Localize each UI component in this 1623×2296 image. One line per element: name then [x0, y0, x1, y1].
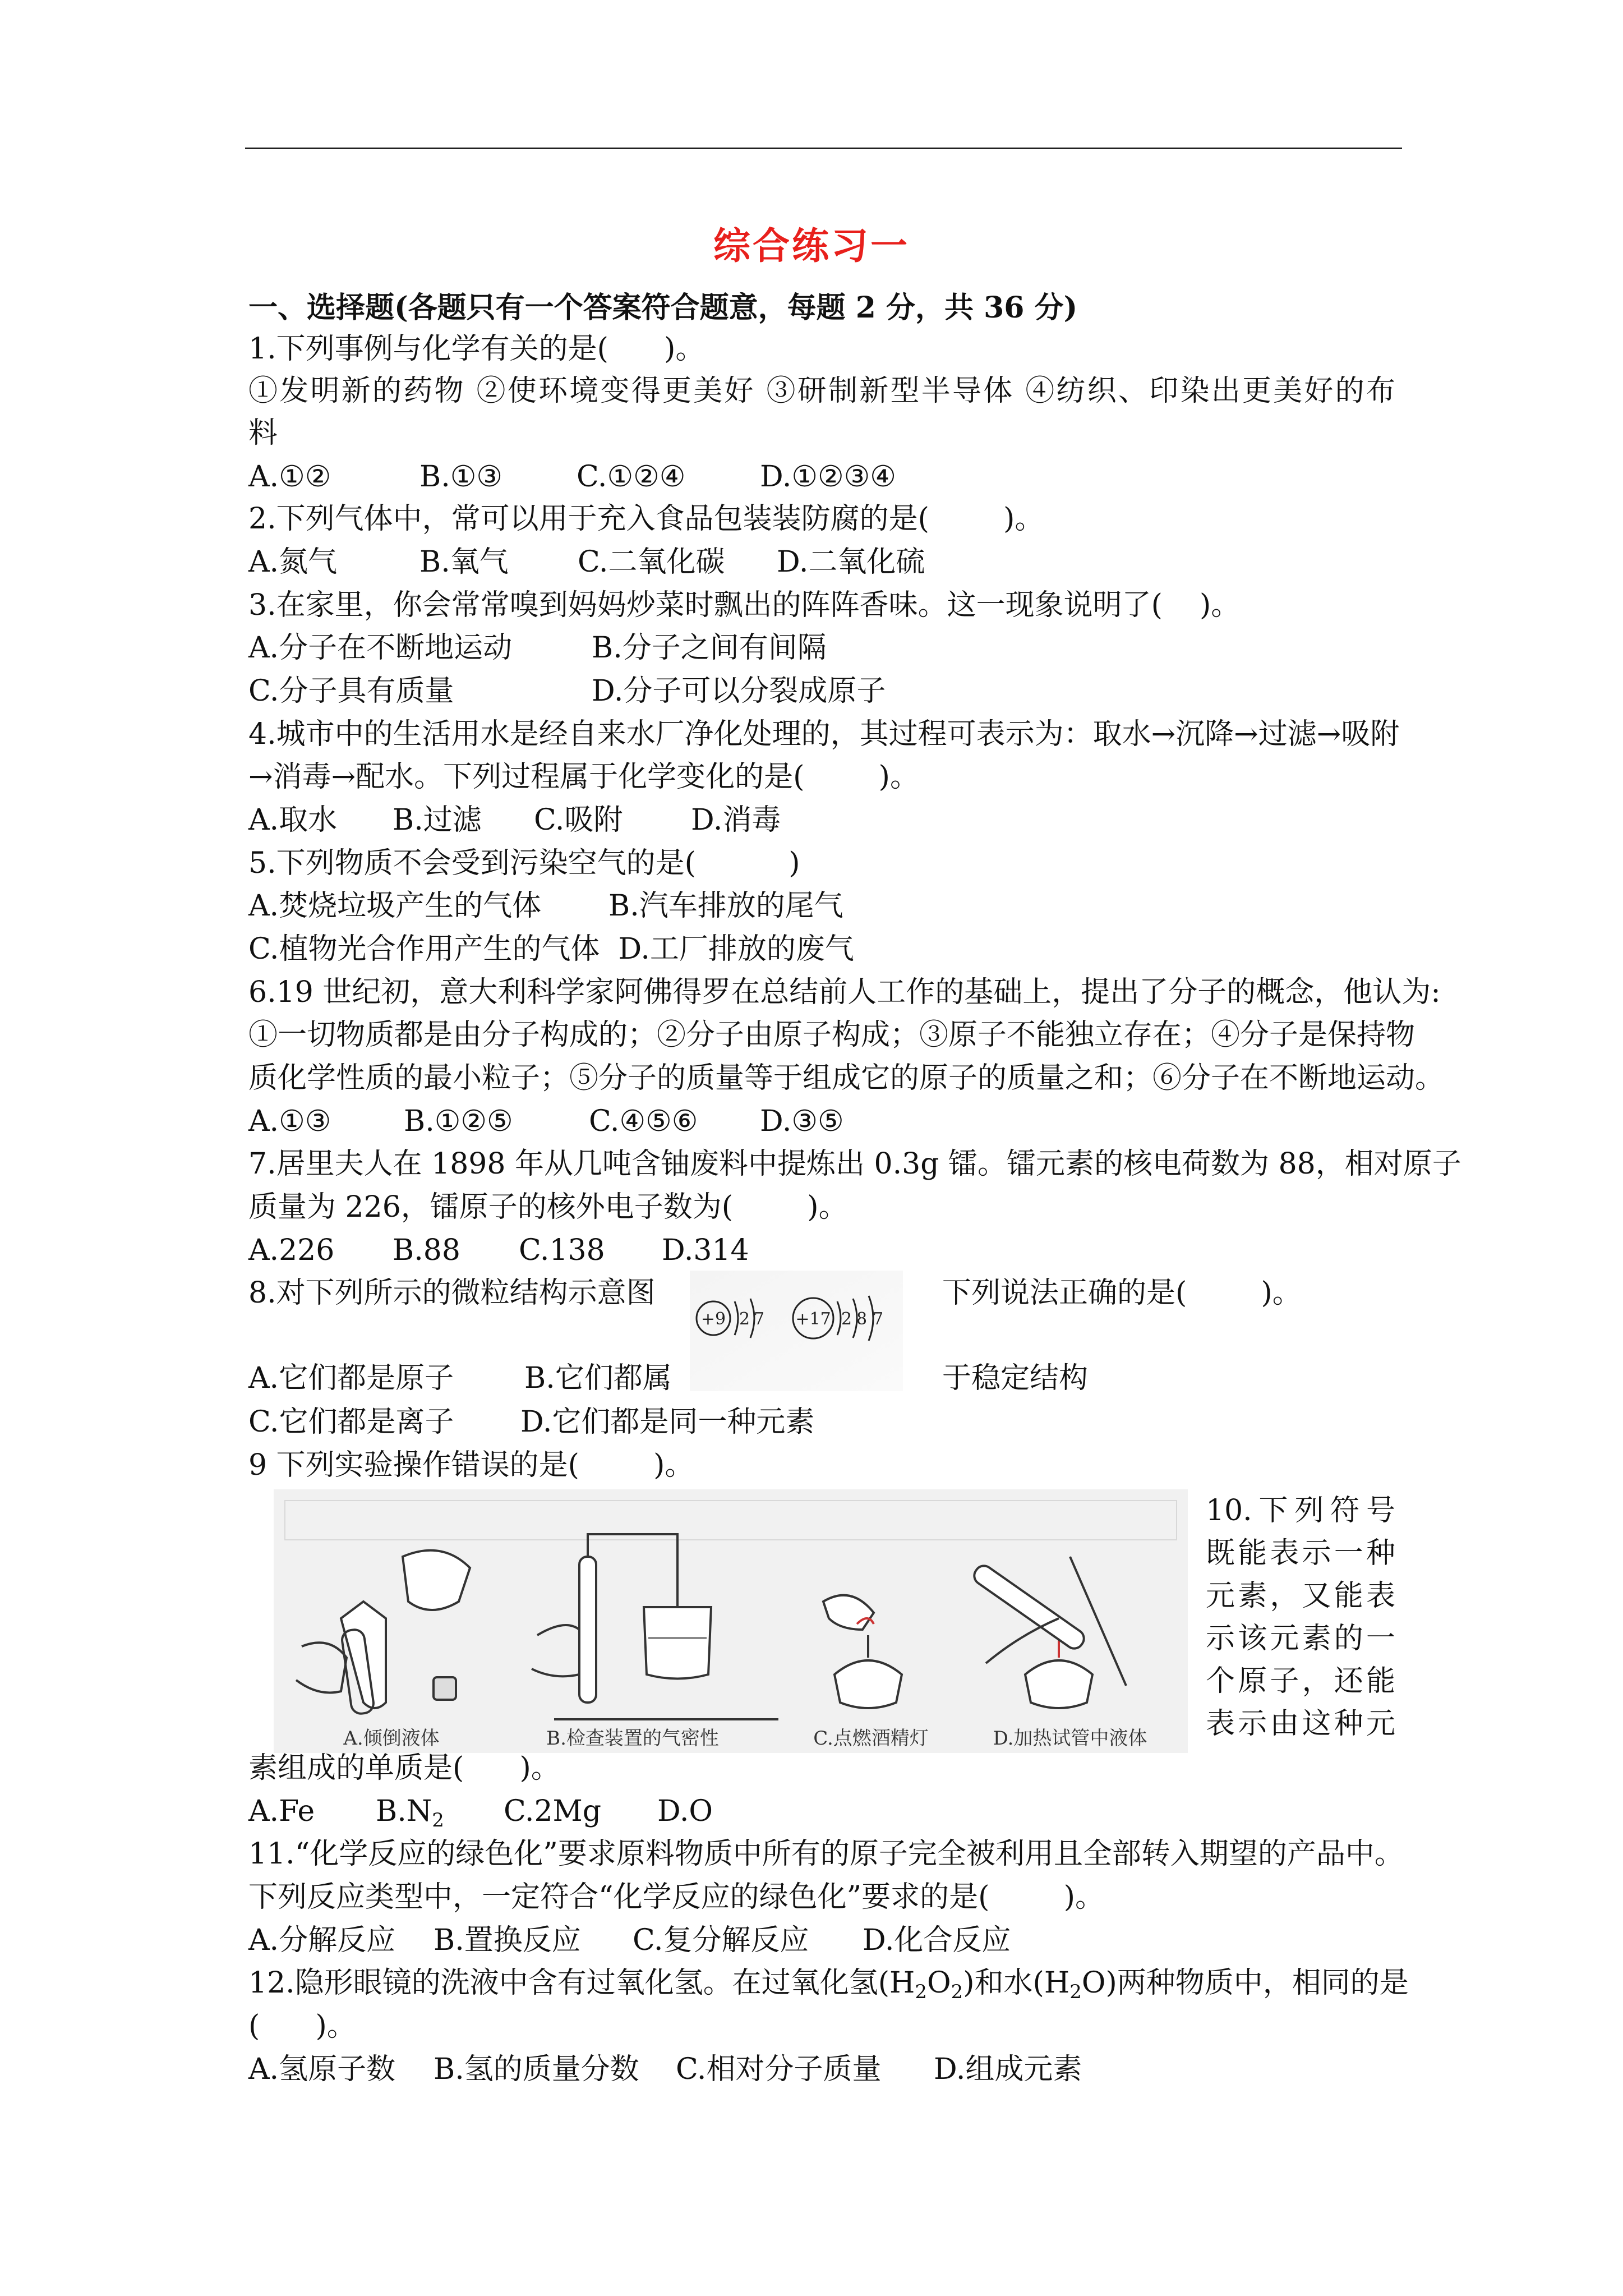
- q10-line: 个原子，还能: [1206, 1664, 1395, 1698]
- q11-stem: 11.“化学反应的绿色化”要求原料物质中所有的原子完全被利用且全部转入期望的产品中。: [248, 1837, 1404, 1871]
- q12-option-d: D.组成元素: [934, 2053, 1082, 2086]
- q1-option-b: B.①③: [419, 460, 502, 494]
- svg-text:7: 7: [873, 1309, 884, 1329]
- q6-option-d: D.③⑤: [760, 1105, 844, 1138]
- q6-stem-cont2: 质化学性质的最小粒子；⑤分子的质量等于组成它的原子的质量之和；⑥分子在不断地运动。: [248, 1061, 1445, 1095]
- q5-option-cd: C.植物光合作用产生的气体 D.工厂排放的废气: [248, 932, 854, 966]
- q2-option-a: A.氮气: [248, 545, 338, 579]
- q8-option-d: D.它们都是同一种元素: [520, 1405, 815, 1439]
- q2-option-c: C.二氧化碳: [578, 545, 725, 579]
- q11-option-c: C.复分解反应: [633, 1924, 809, 1957]
- q4-option-b: B.过滤: [393, 803, 482, 837]
- q10-line: 10.下列符号: [1206, 1494, 1395, 1527]
- q10-option-d: D.O: [657, 1795, 713, 1828]
- section-heading: 一、选择题(各题只有一个答案符合题意，每题 2 分，共 36 分): [248, 291, 1078, 325]
- q6-option-c: C.④⑤⑥: [589, 1105, 698, 1138]
- q10-line: 既能表示一种: [1206, 1536, 1395, 1570]
- q3-option-a: A.分子在不断地运动: [248, 631, 513, 665]
- q1-option-a: A.①②: [248, 460, 331, 494]
- header-rule: [245, 148, 1402, 149]
- q5-option-a: A.焚烧垃圾产生的气体: [248, 889, 542, 923]
- q2-stem: 2.下列气体中，常可以用于充入食品包装装防腐的是( )。: [248, 502, 1044, 536]
- q3-option-d: D.分子可以分裂成原子: [592, 674, 886, 708]
- q4-stem: 4.城市中的生活用水是经自来水厂净化处理的，其过程可表示为：取水→沉降→过滤→吸附: [248, 717, 1400, 751]
- q10-line: 元素，又能表: [1206, 1579, 1395, 1613]
- q10-stem-end: 素组成的单质是( )。: [248, 1751, 560, 1785]
- q3-option-c: C.分子具有质量: [248, 674, 454, 708]
- q5-stem: 5.下列物质不会受到污染空气的是( ): [248, 846, 800, 880]
- q10-line: 表示由这种元: [1206, 1707, 1395, 1741]
- q8-option-b-cont: 于稳定结构: [942, 1361, 1089, 1395]
- q6-stem-cont1: ①一切物质都是由分子构成的；②分子由原子构成；③原子不能独立存在；④分子是保持物: [248, 1018, 1415, 1052]
- svg-text:+9: +9: [700, 1309, 726, 1329]
- q4-option-a: A.取水: [248, 803, 338, 837]
- q1-items: ①发明新的药物 ②使环境变得更美好 ③研制新型半导体 ④纺织、印染出更美好的布: [248, 374, 1395, 408]
- q7-option-b: B.88: [393, 1234, 460, 1267]
- svg-text:7: 7: [754, 1309, 765, 1329]
- q2-option-b: B.氧气: [419, 545, 509, 579]
- svg-text:2: 2: [739, 1309, 750, 1329]
- q7-option-a: A.226: [248, 1234, 335, 1267]
- q8-stem-cont: 下列说法正确的是( )。: [942, 1276, 1302, 1310]
- q1-option-d: D.①②③④: [760, 460, 896, 494]
- q12-option-a: A.氢原子数: [248, 2053, 396, 2086]
- page-title: 综合练习一: [713, 224, 910, 268]
- q12-stem-cont: ( )。: [248, 2009, 356, 2043]
- q1-items-cont: 料: [248, 416, 278, 450]
- q7-stem: 7.居里夫人在 1898 年从几吨含铀废料中提炼出 0.3g 镭。镭元素的核电荷数为 88，相对原子: [248, 1147, 1461, 1181]
- particle-structure-diagram: [690, 1271, 903, 1391]
- q1-option-c: C.①②④: [577, 460, 686, 494]
- q8-stem: 8.对下列所示的微粒结构示意图: [248, 1276, 656, 1310]
- q12-option-b: B.氢的质量分数: [434, 2053, 639, 2086]
- svg-text:2: 2: [841, 1309, 852, 1329]
- q12-stem: 12.隐形眼镜的洗液中含有过氧化氢。在过氧化氢$(H_2O_2)$和水$(H_2O)$两种物质中，相同的是: [248, 1966, 1409, 2003]
- q10-option-c: C.2Mg: [504, 1795, 602, 1828]
- q2-option-d: D.二氧化硫: [777, 545, 925, 579]
- q1-stem: 1.下列事例与化学有关的是( )。: [248, 332, 705, 366]
- caption-b: B.检查装置的气密性: [546, 1727, 719, 1750]
- q8-option-c: C.它们都是离子: [248, 1405, 454, 1439]
- q6-stem: 6.19 世纪初，意大利科学家阿佛得罗在总结前人工作的基础上，提出了分子的概念，他认为:: [248, 976, 1441, 1009]
- lab-operations-figure: [274, 1489, 1188, 1753]
- caption-c: C.点燃酒精灯: [813, 1727, 929, 1750]
- q7-option-c: C.138: [519, 1234, 605, 1267]
- q5-option-b: B.汽车排放的尾气: [608, 889, 843, 923]
- q6-option-a: A.①③: [248, 1105, 331, 1138]
- caption-a: A.倾倒液体: [343, 1727, 440, 1750]
- q10-option-b: $B.N_2$: [376, 1795, 444, 1832]
- q7-stem-cont: 质量为 226，镭原子的核外电子数为( )。: [248, 1190, 848, 1224]
- caption-d: D.加热试管中液体: [993, 1727, 1147, 1750]
- svg-text:+17: +17: [795, 1309, 831, 1329]
- q11-option-b: B.置换反应: [434, 1924, 581, 1957]
- q10-stem-wrapped: [1206, 1489, 1395, 1745]
- q6-option-b: B.①②⑤: [404, 1105, 513, 1138]
- q7-option-d: D.314: [662, 1234, 749, 1267]
- q11-option-d: D.化合反应: [863, 1924, 1011, 1957]
- q8-option-b: B.它们都属: [524, 1361, 672, 1395]
- q10-option-a: A.Fe: [248, 1795, 315, 1828]
- svg-text:8: 8: [856, 1309, 868, 1329]
- q10-line: 示该元素的一: [1206, 1622, 1395, 1655]
- q3-option-b: B.分子之间有间隔: [592, 631, 827, 665]
- q3-stem: 3.在家里，你会常常嗅到妈妈炒菜时飘出的阵阵香味。这一现象说明了( )。: [248, 588, 1241, 622]
- q12-option-c: C.相对分子质量: [676, 2053, 882, 2086]
- q8-option-a: A.它们都是原子: [248, 1361, 454, 1395]
- q9-stem: 9 下列实验操作错误的是( )。: [248, 1448, 694, 1482]
- q4-option-c: C.吸附: [534, 803, 623, 837]
- q4-option-d: D.消毒: [691, 803, 781, 837]
- q4-stem-cont: →消毒→配水。下列过程属于化学变化的是( )。: [248, 760, 919, 794]
- q11-option-a: A.分解反应: [248, 1924, 396, 1957]
- q11-stem-cont: 下列反应类型中，一定符合“化学反应的绿色化”要求的是( )。: [248, 1880, 1104, 1914]
